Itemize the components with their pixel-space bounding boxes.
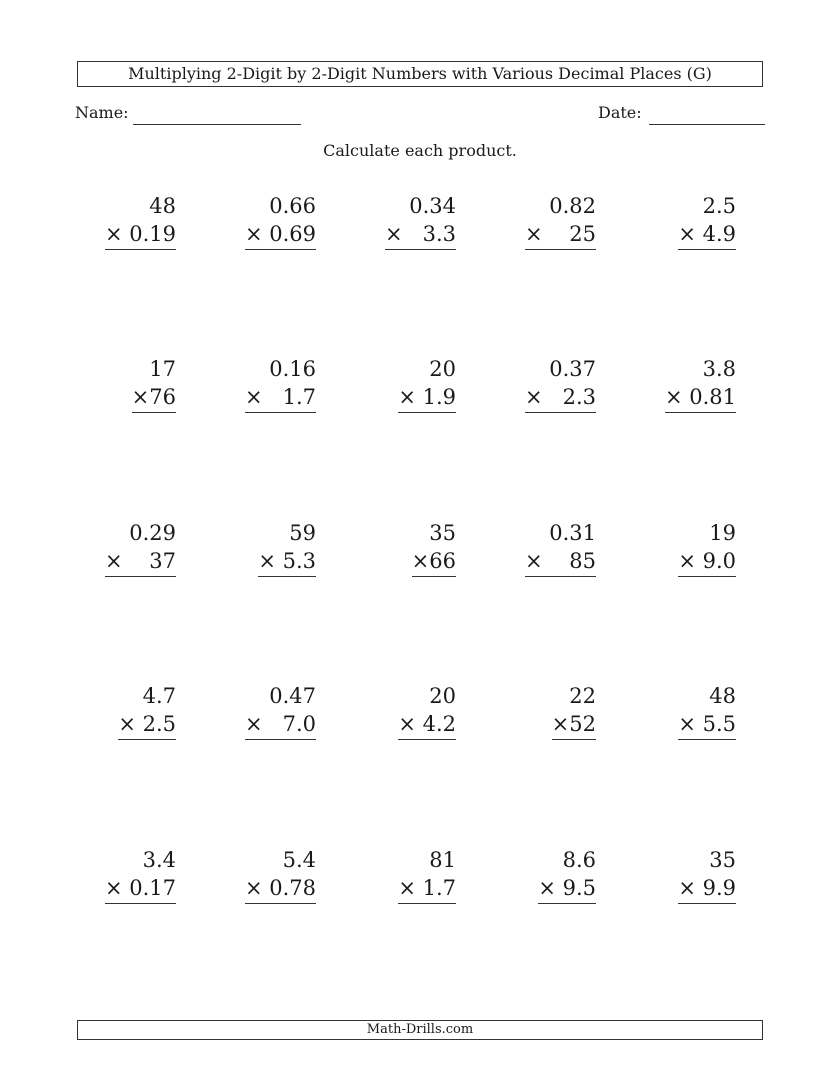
footer-credit: Math-Drills.com <box>77 1020 763 1040</box>
multiplicand: 0.16 <box>269 357 316 381</box>
multiplier-line <box>412 547 456 577</box>
multiply-sign: × <box>524 549 543 573</box>
multiplier-line <box>245 220 316 250</box>
multiplier-line <box>132 383 176 413</box>
multiply-sign: × <box>398 712 416 736</box>
problem-22 <box>196 846 316 902</box>
multiplicand: 0.31 <box>549 521 596 545</box>
multiplier-line <box>245 710 316 740</box>
multiplier-line <box>678 220 736 250</box>
multiply-sign: × <box>678 222 696 246</box>
multiply-sign: × <box>244 712 263 736</box>
problem-11 <box>56 519 176 575</box>
multiplier: 2.3 <box>542 385 596 409</box>
multiply-sign: × <box>538 876 556 900</box>
multiplier-line <box>552 710 596 740</box>
multiplier: 85 <box>542 549 596 573</box>
problem-16 <box>56 682 176 738</box>
multiplicand: 35 <box>429 521 456 545</box>
multiplier-line <box>665 383 736 413</box>
multiply-sign: × <box>244 385 263 409</box>
multiply-sign: × <box>131 385 150 409</box>
multiply-sign: × <box>411 549 430 573</box>
problem-19 <box>476 682 596 738</box>
multiplier: 37 <box>122 549 176 573</box>
multiplier-line <box>385 220 456 250</box>
multiplicand: 0.34 <box>409 194 456 218</box>
multiply-sign: × <box>244 876 263 900</box>
multiply-sign: × <box>678 712 696 736</box>
multiply-sign: × <box>398 385 416 409</box>
problem-20 <box>616 682 736 738</box>
multiply-sign: × <box>398 876 416 900</box>
multiplier: 9.5 <box>555 876 596 900</box>
multiply-sign: × <box>104 876 123 900</box>
multiplicand: 48 <box>149 194 176 218</box>
multiply-sign: × <box>678 549 696 573</box>
name-label: Name: <box>75 103 129 122</box>
problem-8 <box>336 355 456 411</box>
multiplier-line <box>678 547 736 577</box>
multiplier-line <box>105 874 176 904</box>
multiplicand: 2.5 <box>702 194 736 218</box>
problem-2 <box>196 192 316 248</box>
multiplicand: 22 <box>569 684 596 708</box>
multiplier-line <box>398 383 456 413</box>
multiply-sign: × <box>524 222 543 246</box>
problem-3 <box>336 192 456 248</box>
multiplier-line <box>105 547 176 577</box>
multiplier: 0.81 <box>682 385 736 409</box>
problem-23 <box>336 846 456 902</box>
multiplicand: 0.47 <box>269 684 316 708</box>
multiplicand: 3.8 <box>702 357 736 381</box>
multiplier: 9.9 <box>695 876 736 900</box>
problem-4 <box>476 192 596 248</box>
multiplicand: 19 <box>709 521 736 545</box>
multiply-sign: × <box>104 222 123 246</box>
problem-12 <box>196 519 316 575</box>
multiplicand: 5.4 <box>282 848 316 872</box>
multiplier: 5.3 <box>275 549 316 573</box>
multiplier-line <box>678 710 736 740</box>
multiplier: 66 <box>429 549 456 573</box>
worksheet-title: Multiplying 2-Digit by 2-Digit Numbers with Various Decimal Places (G) <box>77 61 763 87</box>
problem-10 <box>616 355 736 411</box>
multiplier: 5.5 <box>695 712 736 736</box>
multiplier-line <box>398 874 456 904</box>
problem-18 <box>336 682 456 738</box>
multiply-sign: × <box>551 712 570 736</box>
multiplier: 4.9 <box>695 222 736 246</box>
multiply-sign: × <box>678 876 696 900</box>
multiplier: 0.78 <box>262 876 316 900</box>
multiplier-line <box>118 710 176 740</box>
multiply-sign: × <box>118 712 136 736</box>
multiplier: 4.2 <box>415 712 456 736</box>
multiply-sign: × <box>384 222 403 246</box>
multiplier-line <box>258 547 316 577</box>
multiplicand: 8.6 <box>562 848 596 872</box>
multiplier-line <box>525 547 596 577</box>
multiplier: 0.19 <box>122 222 176 246</box>
instructions: Calculate each product. <box>323 141 517 160</box>
multiplier-line <box>105 220 176 250</box>
problem-13 <box>336 519 456 575</box>
multiplier: 76 <box>149 385 176 409</box>
problem-25 <box>616 846 736 902</box>
multiplier: 52 <box>569 712 596 736</box>
multiply-sign: × <box>524 385 543 409</box>
multiplier: 1.9 <box>415 385 456 409</box>
multiplicand: 17 <box>149 357 176 381</box>
multiply-sign: × <box>258 549 276 573</box>
multiplier: 3.3 <box>402 222 456 246</box>
multiply-sign: × <box>664 385 683 409</box>
multiplicand: 59 <box>289 521 316 545</box>
multiplicand: 0.29 <box>129 521 176 545</box>
multiplier: 0.17 <box>122 876 176 900</box>
problem-6 <box>56 355 176 411</box>
multiplier: 25 <box>542 222 596 246</box>
problem-9 <box>476 355 596 411</box>
multiplicand: 20 <box>429 357 456 381</box>
multiplicand: 35 <box>709 848 736 872</box>
multiplier-line <box>538 874 596 904</box>
problem-7 <box>196 355 316 411</box>
multiply-sign: × <box>104 549 123 573</box>
multiplier-line <box>525 383 596 413</box>
multiplier: 2.5 <box>135 712 176 736</box>
multiplier: 7.0 <box>262 712 316 736</box>
problem-17 <box>196 682 316 738</box>
problem-1 <box>56 192 176 248</box>
multiplicand: 48 <box>709 684 736 708</box>
problem-21 <box>56 846 176 902</box>
multiplier: 1.7 <box>415 876 456 900</box>
problem-5 <box>616 192 736 248</box>
multiplicand: 81 <box>429 848 456 872</box>
multiplier: 9.0 <box>695 549 736 573</box>
multiplier: 0.69 <box>262 222 316 246</box>
multiplicand: 0.66 <box>269 194 316 218</box>
multiplier-line <box>245 874 316 904</box>
date-label: Date: <box>598 103 642 122</box>
multiplicand: 0.82 <box>549 194 596 218</box>
multiplier-line <box>525 220 596 250</box>
problem-24 <box>476 846 596 902</box>
multiplier-line <box>398 710 456 740</box>
multiplicand: 4.7 <box>142 684 176 708</box>
multiplier-line <box>678 874 736 904</box>
multiplicand: 20 <box>429 684 456 708</box>
multiplicand: 0.37 <box>549 357 596 381</box>
multiply-sign: × <box>244 222 263 246</box>
multiplier-line <box>245 383 316 413</box>
multiplicand: 3.4 <box>142 848 176 872</box>
problem-14 <box>476 519 596 575</box>
problem-15 <box>616 519 736 575</box>
multiplier: 1.7 <box>262 385 316 409</box>
